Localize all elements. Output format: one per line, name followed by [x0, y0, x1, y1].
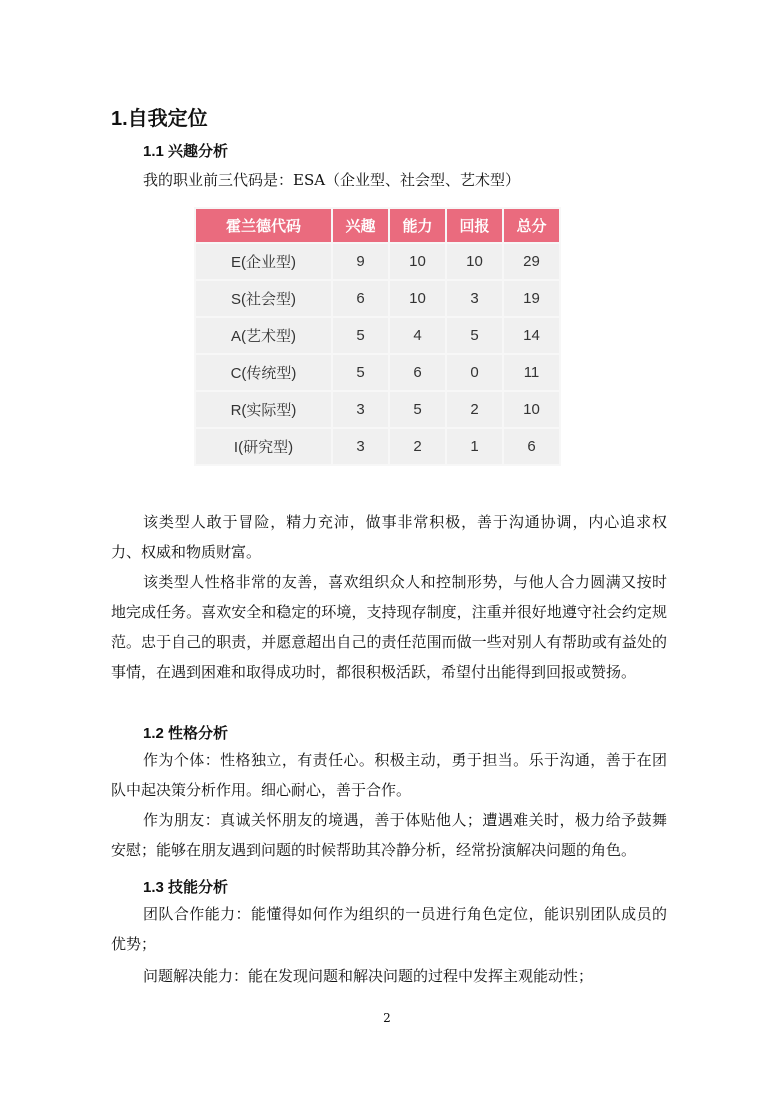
table-cell: 3: [447, 281, 502, 316]
table-cell: 11: [504, 355, 559, 390]
table-cell: 29: [504, 244, 559, 279]
section-title: 1.自我定位: [111, 108, 208, 130]
holland-code-table: [194, 207, 561, 466]
table-row: [196, 392, 559, 427]
table-cell: 6: [333, 281, 388, 316]
table-cell: 6: [504, 429, 559, 464]
table-cell: 5: [333, 355, 388, 390]
table-cell: E(企业型): [196, 244, 331, 279]
table-cell: A(艺术型): [196, 318, 331, 353]
header-cell: 总分: [504, 209, 559, 242]
enterprise-type-personality: 该类型人性格非常的友善，喜欢组织众人和控制形势，与他人合力圆满又按时地完成任务。喜欢安全和稳定的环境，支持现存制度，注重并很好地遵守社会约定规范。忠于自己的职责，并愿意超出自己的责任范围而做一些对别人有帮助或有益处的事情，在遇到困难和取得成功时，都很积极活跃，希望付出能得到回报或赞扬。: [111, 573, 667, 681]
header-cell: 霍兰德代码: [196, 209, 331, 242]
table-cell: 1: [447, 429, 502, 464]
table-cell: 2: [390, 429, 445, 464]
enterprise-type-description: 该类型人敢于冒险，精力充沛，做事非常积极，善于沟通协调，内心追求权力、权威和物质财富。: [111, 513, 667, 561]
header-cell: 兴趣: [333, 209, 388, 242]
problem-solving-skill: 问题解决能力：能在发现问题和解决问题的过程中发挥主观能动性；: [143, 967, 594, 985]
header-cell: 回报: [447, 209, 502, 242]
table-cell: 3: [333, 429, 388, 464]
table-cell: 0: [447, 355, 502, 390]
table-cell: R(实际型): [196, 392, 331, 427]
table-cell: 10: [390, 244, 445, 279]
table-cell: 5: [333, 318, 388, 353]
table-cell: 4: [390, 318, 445, 353]
table-cell: 10: [390, 281, 445, 316]
table-row: [196, 355, 559, 390]
table-cell: 10: [447, 244, 502, 279]
header-cell: 能力: [390, 209, 445, 242]
table-cell: I(研究型): [196, 429, 331, 464]
table-cell: 5: [390, 392, 445, 427]
table-row: [196, 318, 559, 353]
table-cell: 10: [504, 392, 559, 427]
table-cell: 19: [504, 281, 559, 316]
table-cell: 6: [390, 355, 445, 390]
personality-as-friend: 作为朋友：真诚关怀朋友的境遇，善于体贴他人；遭遇难关时，极力给予鼓舞安慰；能够在朋友遇到问题的时候帮助其冷静分析，经常扮演解决问题的角色。: [111, 811, 667, 859]
subsection-title-skills: 1.3 技能分析: [143, 879, 229, 896]
table-row: [196, 244, 559, 279]
subsection-title-interest: 1.1 兴趣分析: [143, 143, 229, 160]
table-cell: 9: [333, 244, 388, 279]
subsection-title-personality: 1.2 性格分析: [143, 725, 229, 742]
table-cell: 5: [447, 318, 502, 353]
table-cell: 2: [447, 392, 502, 427]
table-cell: C(传统型): [196, 355, 331, 390]
table-cell: S(社会型): [196, 281, 331, 316]
personality-as-individual: 作为个体：性格独立，有责任心。积极主动，勇于担当。乐于沟通，善于在团队中起决策分析作用。细心耐心，善于合作。: [111, 751, 667, 799]
table-row: [196, 281, 559, 316]
teamwork-skill: 团队合作能力：能懂得如何作为组织的一员进行角色定位，能识别团队成员的优势；: [111, 905, 667, 953]
table-cell: 14: [504, 318, 559, 353]
page-number: 2: [383, 1011, 391, 1025]
table-cell: 3: [333, 392, 388, 427]
table-row: [196, 429, 559, 464]
career-code-intro: 我的职业前三代码是：ESA（企业型、社会型、艺术型）: [143, 171, 521, 189]
table-header-row: [196, 209, 559, 242]
